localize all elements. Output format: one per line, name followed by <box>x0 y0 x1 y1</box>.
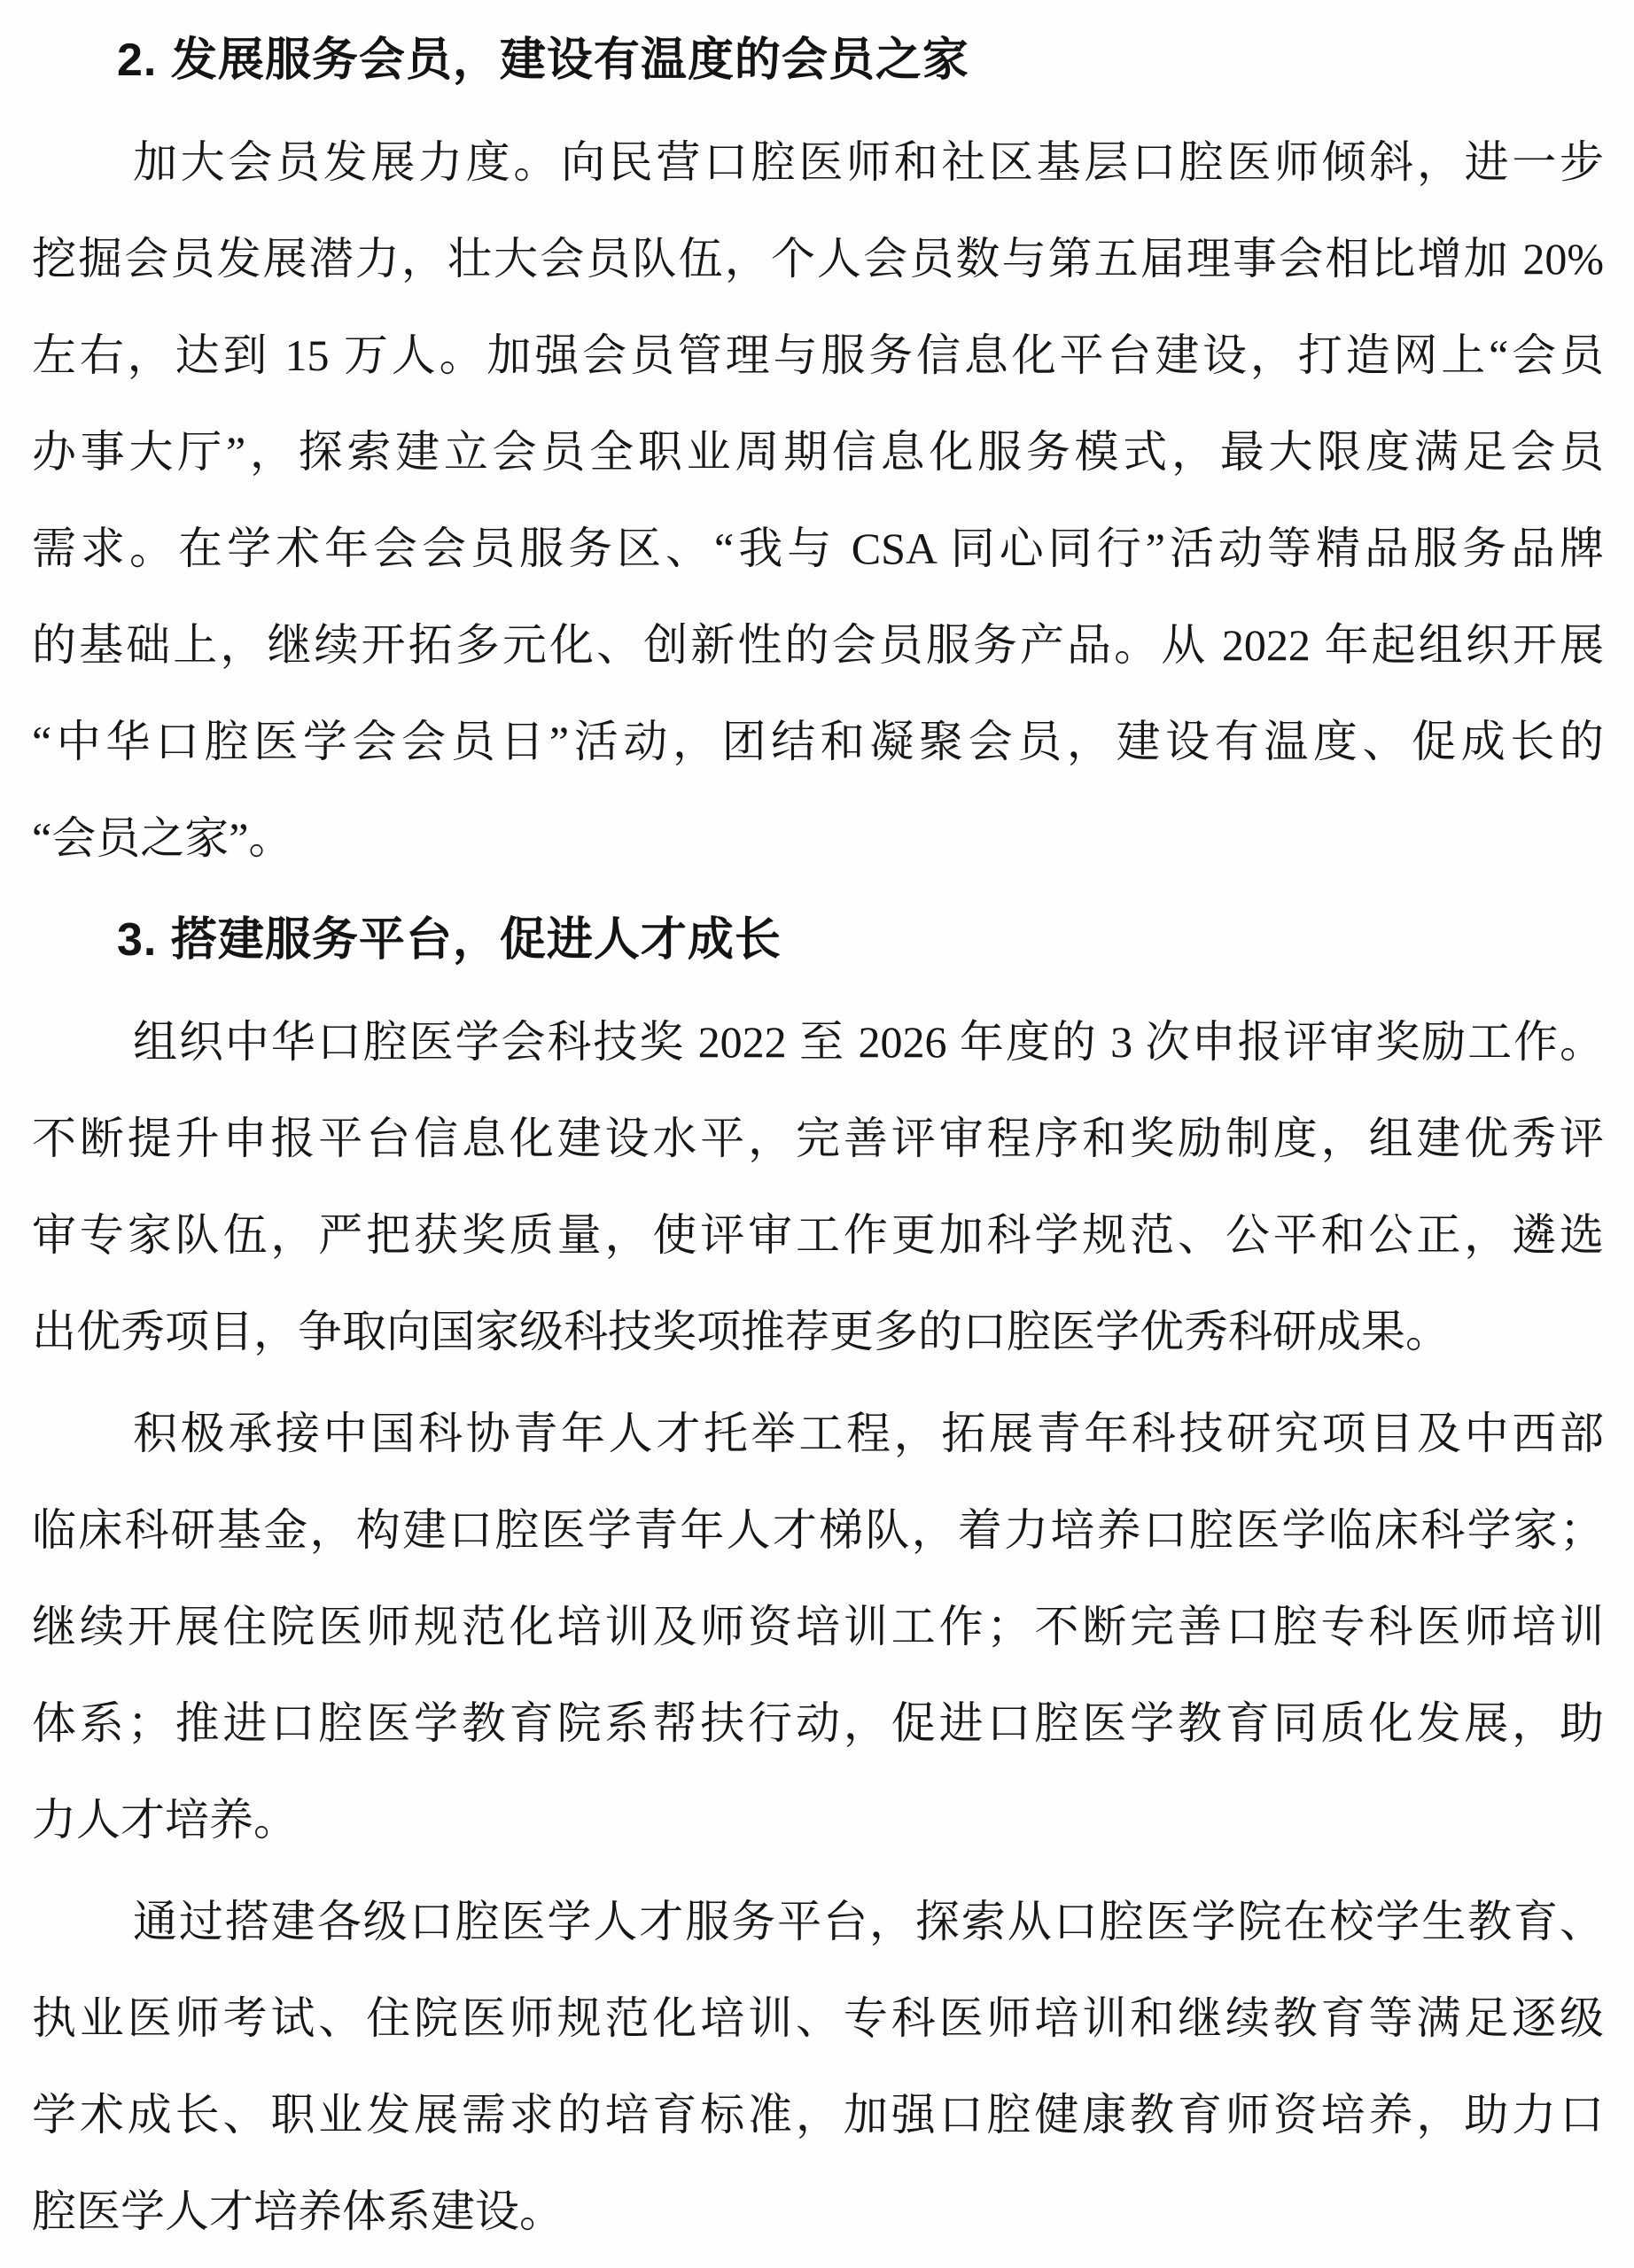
paragraph-line: 学术成长、职业发展需求的培育标准，加强口腔健康教育师资培养，助力口 <box>32 2090 1604 2140</box>
paragraph-line: 腔医学人才培养体系建设。 <box>32 2186 564 2236</box>
section-2-paragraph <box>32 114 1604 887</box>
section-2-heading: 2. 发展服务会员，建设有温度的会员之家 <box>117 35 969 86</box>
section-3-heading: 3. 搭建服务平台，促进人才成长 <box>117 914 782 966</box>
paragraph-line: 挖掘会员发展潜力，壮大会员队伍，个人会员数与第五届理事会相比增加 20% <box>32 234 1604 284</box>
paragraph-line: 组织中华口腔医学会科技奖 2022 至 2026 年度的 3 次申报评审奖励工作。 <box>133 1017 1604 1067</box>
section-3-paragraph-1 <box>32 994 1604 1380</box>
paragraph-line: 办事大厅”，探索建立会员全职业周期信息化服务模式，最大限度满足会员 <box>32 427 1604 477</box>
paragraph-line: 需求。在学术年会会员服务区、“我与 CSA 同心同行”活动等精品服务品牌 <box>32 524 1604 573</box>
paragraph-line: 执业医师考试、住院医师规范化培训、专科医师培训和继续教育等满足逐级 <box>32 1993 1604 2043</box>
paragraph-line: 继续开展住院医师规范化培训及师资培训工作；不断完善口腔专科医师培训 <box>32 1602 1604 1651</box>
paragraph-line: 体系；推进口腔医学教育院系帮扶行动，促进口腔医学教育同质化发展，助 <box>32 1698 1604 1748</box>
paragraph-line: 加大会员发展力度。向民营口腔医师和社区基层口腔医师倾斜，进一步 <box>133 137 1604 187</box>
paragraph-line: 左右，达到 15 万人。加强会员管理与服务信息化平台建设，打造网上“会员 <box>32 330 1604 380</box>
paragraph-line: 不断提升申报平台信息化建设水平，完善评审程序和奖励制度，组建优秀评 <box>32 1114 1604 1163</box>
paragraph-line: “会员之家”。 <box>32 813 293 863</box>
section-3-paragraph-3 <box>32 1874 1604 2260</box>
paragraph-line: 通过搭建各级口腔医学人才服务平台，探索从口腔医学院在校学生教育、 <box>133 1897 1604 1946</box>
paragraph-line: 积极承接中国科协青年人才托举工程，拓展青年科技研究项目及中西部 <box>133 1409 1604 1458</box>
paragraph-line: 力人才培养。 <box>32 1795 298 1845</box>
paragraph-line: 审专家队伍，严把获奖质量，使评审工作更加科学规范、公平和公正，遴选 <box>32 1210 1604 1260</box>
paragraph-line: 出优秀项目，争取向国家级科技奖项推荐更多的口腔医学优秀科研成果。 <box>32 1307 1450 1356</box>
paragraph-line: “中华口腔医学会会员日”活动，团结和凝聚会员，建设有温度、促成长的 <box>32 717 1604 766</box>
paragraph-line: 的基础上，继续开拓多元化、创新性的会员服务产品。从 2022 年起组织开展 <box>32 620 1604 670</box>
paragraph-line: 临床科研基金，构建口腔医学青年人才梯队，着力培养口腔医学临床科学家； <box>32 1505 1604 1555</box>
section-3-paragraph-2 <box>32 1386 1604 1868</box>
